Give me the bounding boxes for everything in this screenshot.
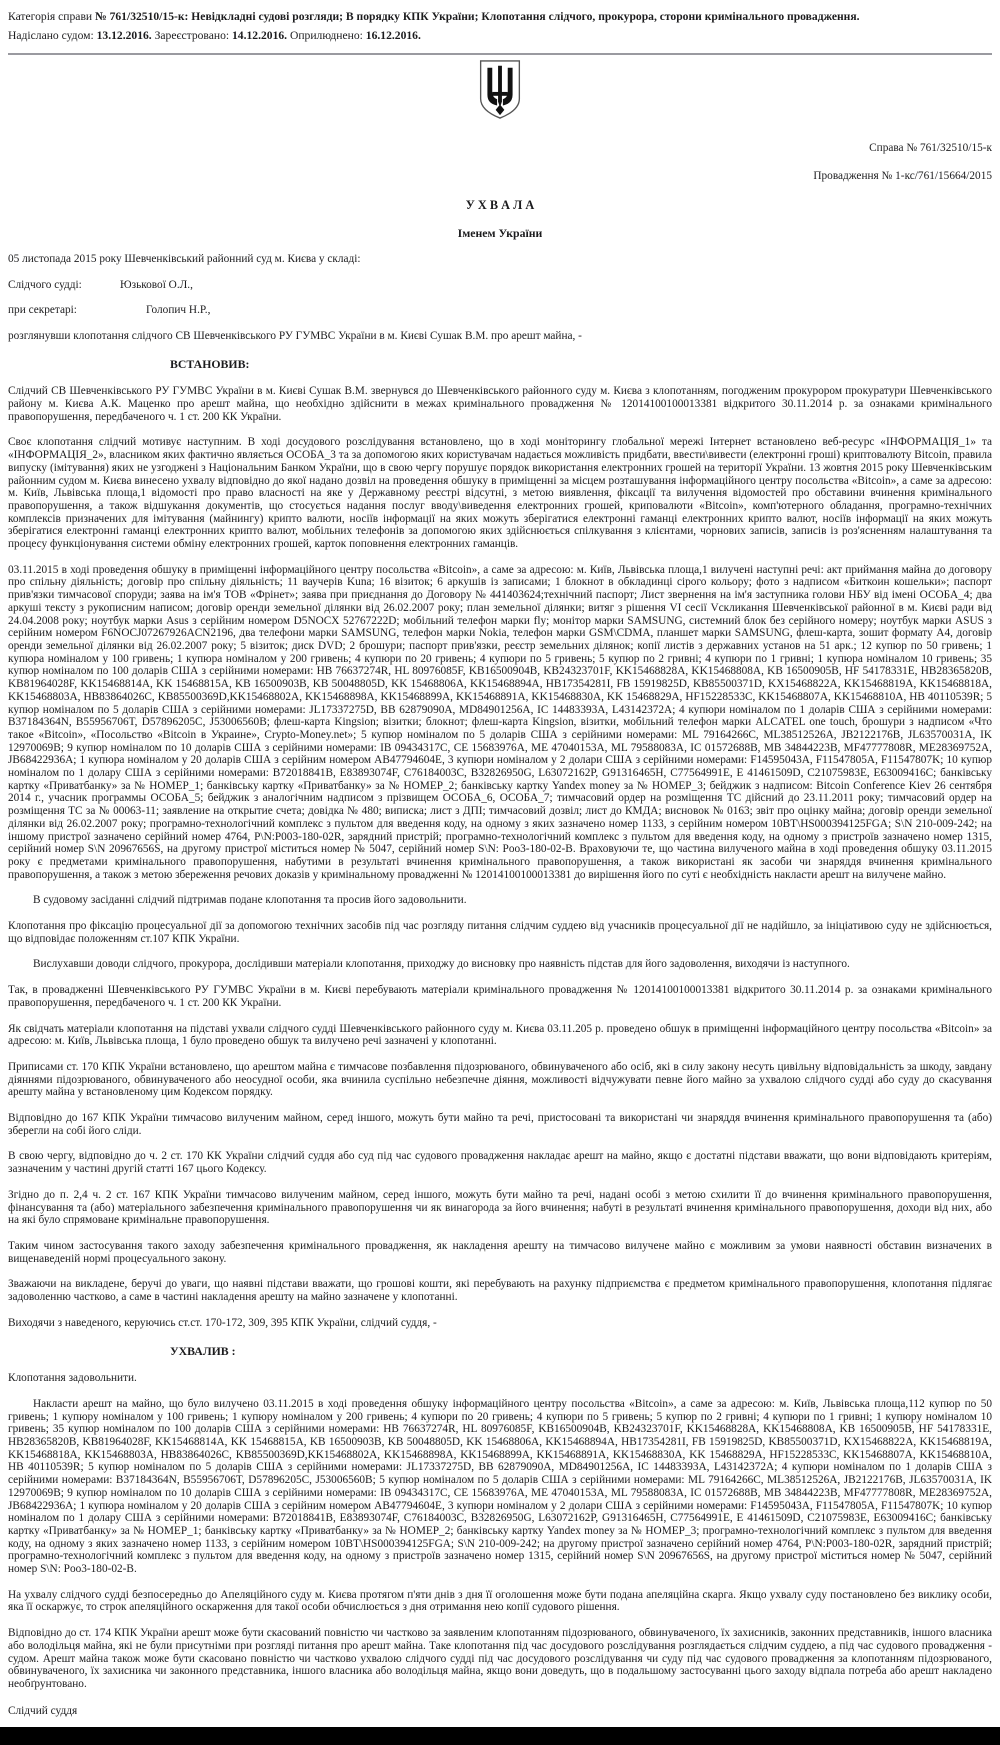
published-label: Оприлюднено: bbox=[287, 29, 366, 42]
paragraph: Своє клопотання слідчий мотивує наступним. В ході досудового розслідування встановлено, що в ході моніторингу глобальної мережі Інтернет встановлено веб-ресурс «ІНФОРМАЦІЯ_1» та «ІНФОРМАЦІЯ_2», власником яких фактично являється ОСОБА_3 та за допомогою яких користувачам надається можливість придбати, ввести\вивести (електронні гроші) криптовалюту Bitcoin, правила випуску (імітування) яких не узгоджені з Національним Банком України, що в свою чергу порушує порядок використання електронних грошей на території України. 13 жовтня 2015 року Шевченківським районним судом м. Києва винесено ухвалу відповідно до якої надано дозвіл на проведення обшуку в приміщенні за місцем розташування інформаційного центру посольства «Bitcoin», а саме за адресою: м. Київ, Львівська площа,1 відомості про право власності на яке у Державному реєстрі відсутні, з метою виявлення, фіксації та вилучення відомостей про обставини вчинення кримінального правопорушення, а також відшукання документів, що стосується надання послуг вводу\виведення електронних грошей, криповалюти «Bitcoin», комп'ютерного обладання, програмно-технічних комплексів призначених для імітування (майнингу) крипто валюти, носіїв інформації на яких можуть зберігатися електронні гаманці електронних крипто валют, носіїв інформації на яких можуть зберігатися електронні гаманці електронних крипто валют, мобільних телефонів за допомогою яких здійснюється спілкування з клієнтами, чорнових записів, записів із роз'ясненням налаштування та процесу функціонування системи обміну електронних грошей, карток поповнення електронних гаманців. bbox=[8, 436, 992, 551]
paragraph: Клопотання задовольнити. bbox=[8, 1372, 137, 1385]
paragraph: Відповідно до ст. 174 КПК України арешт може бути скасований повністю чи частково за заявленим клопотанням підозрюваного, обвинуваченого, їх захисників, законних представників, іншого власника або володільця майна, які не були присутніми при розгляді питання про арешт майна. Таке клопотання під час досудового розслідування розглядається слідчим суддею, а під час судового провадження - судом. Арешт майна також може бути скасовано повністю чи частково ухвалою слідчого судді під час досудового розслідування чи суду під час судового провадження за клопотанням підозрюваного, обвинуваченого, їх захисника чи законного представника, іншого власника або володільця майна, якщо вони доведуть, що в подальшому застосуванні цього заходу відпала потреба або арешт накладено необґрунтовано. bbox=[8, 1627, 992, 1690]
paragraph: На ухвалу слідчого судді безпосередньо до Апеляційного суду м. Києва протягом п'яти днів з дня її оголошення може бути подана апеляційна скарга. Якщо ухвалу суду постановлено без виклику особи, яка її оскаржує, то строк апеляційного оскарження для такої особи обчислюється з дня отримання нею копії судового рішення. bbox=[8, 1588, 992, 1614]
paragraph: В судовому засіданні слідчий підтримав подане клопотання та просив його задовольнити. bbox=[33, 894, 467, 907]
published-date: 16.12.2016. bbox=[365, 29, 421, 42]
paragraph: 03.11.2015 в ході проведення обшуку в приміщенні інформаційного центру посольства «Bitcoin», а саме за адресою: м. Київ, Львівська площа,1 вилучені наступні речі: акт приймання майна до договору про спільну діяльність; договір про спільну діяльність; 11 ваучерів Kuna; 16 візиток; 6 аркушів із записами; 1 блокнот в обкладинці сірого кольору; фото з надписом «Биткоин кошельки»; паспорт прив'язки тимчасової споруди; заява на ім'я ТОВ «Фрінет»; заява при приєднання до Договору № 441403624;технічний паспорт; Лист звернення на ім'я заступника голови НБУ від імені ОСОБА_4; два аркуші тексту з рукописним написом; договір оренди земельної ділянки від 26.02.2007 року; план земельної ділянки; витяг з рішення VI сесії Vскликання Шевченківської районної в м. Києві ради від 24.04.2008 року; ноутбук марки Asus з серійним номером D5NOCX 52767222D; мобільний телефон марки fly; монітор марки SAMSUNG, системний блок без серійного номеру; ноутбук марки ASUS з серійним номером F6NOCJ07267926ACN2196, два телефони марки SAMSUNG, телефон марки Nokia, телефон марки GSM\CDMA, планшет марки SAMSUNG, флеш-карта, зошит формату А4, договір оренди земельної ділянки від 26.02.2007 року; 5 візиток; диск DVD; 2 брошури; паспорт прив'язки, реєстр земельних ділянок; копії листів з державних установ на 51 арк.; 12 купюр по 50 гривень; 1 купюра номіналом у 100 гривень; 1 купюра номіналом у 200 гривень; 4 купюри по 20 гривень; 4 купюри по 5 гривень; 5 купюр по 2 гривні; 4 купюри по 1 гривні; 1 купюра номіналом 10 гривень; 35 купюр номіналом по 100 доларів США з серійними номерами: HB 76637274R, HL 80976085F, KB16500904B, KB24323701F, KK15468828A, KK15468808A, KB 16500905B, HF 54178331E, HB28365820B, KB81964028F, KK15468814A, KK 15468815A, KB 16500903B, KB 50048805D, KK 15468806A, KK15468894A, HB17354281I, FB 15919825D, KB85500371D, KX15468822A, KK15468819A, KK15468818A, KK15468803A, HB83864026C, KB85500369D,KK15468802A, KK15468898A, KK15468899A, KK15468891A, KK15468830A, KK 15468829A, HF15228533C, KK15468807A, KK15468810A, HB 40110539R; 5 купюр номіналом по 5 доларів США з серійними номерами: JL17337275D, BB 62879090A, MD84901256A, IC 14483393A, L43142372A; 4 купюри номіналом по 1 доларів США з серійними номерами: B37184364N, B55956706T, D57896205C, J53006560B; флеш-карта Kingsion; візитки; блокнот; флеш-карта Kingsion, візитки, мобільний телефон марки ALCATEL one touch, брошури з надписом «Что такое «Bitcoin», «Посольство «Bitcoin в Украине», Crypto-Money.net»; 5 купюр номіналом по 5 доларів США з серійними номерами: ML 79164266C, ML38512526A, JB2122176B, JL63570031A, IK 12970069B; 9 купюр номіналом по 10 доларів США з серійними номерами: IB 09434317C, CE 15683976A, ME 47040153A, ML 79588083A, IC 01572688B, MB 34844223B, MF47777808R, ME28369752A, JB68422936A; 1 купюра номіналом у 20 доларів США з серійним номером AB47794604E, 3 купюри номіналом у 2 долари США з серійними номерами: F14595043A, F11547805A, F11547807K; 10 купюр номіналом по 1 долару США з серійними номерами: B72018841B, E83893074F, C76184003C, B32826950G, L63072162P, G91316465H, C77564991E, E 41461509D, C21075983E, E63009416C; банківську картку «Приватбанку» за № НОМЕР_1; банківську картку «Приватбанку» за № НОМЕР_2; банківську картку Yandex money за № НОМЕР_3; бейджик з надписом: Bitcoin Conference Kiev 26 сентября 2014 г., учасник программы ОСОБА_5; бейджик з аналогічним надписом з прізвищем ОСОБА_6, ОСОБА_7; тимчасовий ордер на розміщення ТС дійсний до 23.11.2011 року; тимчасовий ордер на розміщення ТС за № 00063-11; заявление на открытие счета; довідка № 480; виписка; лист з ДПІ; тимчасовий дозвіл; лист до КМДА; висновок № 0163; звіт про оцінку майна; договір оренди земельної ділянки від 26.02.2007 року; програмно-технологічний комплекс з пультом для введення коду, на одному з яких зазначено номер 1133, з серійним номером 10BT\HS000394125FGA; S\N 210-009-242; на іншому пристрої зазначено серійний номер 4764, P\N:P003-180-02R, зарядний пристрій; програмно-технологічний комплекс з пультом для введення коду, на одному з пристроїв зазначено номер 1315, серійний номер S\N 20967656S, на другому пристрої міститься номер № 5047, серійний номер S\N: Poo3-180-02-B. Враховуючи те, що частина вилученого майна в ході проведення обшуку 03.11.2015 року є предметами кримінального правопорушення, набутими в результаті вчинення кримінального правопорушення, а також використані як засоби чи знаряддя вчинення кримінального правопорушення, а також з метою збереження речових доказів у кримінальному провадженні № 12014100100013381 до вирішення його по суті є необхідність накласти арешт на вилучене майно. bbox=[8, 563, 992, 881]
judge-line bbox=[8, 279, 992, 292]
paragraph: В свою чергу, відповідно до ч. 2 ст. 170 КК України слідчий суддя або суд під час судового провадження накладає арешт на майно, якщо є достатні підстави вважати, що вони відповідають критеріям, зазначеним у частині другій статті 167 цього Кодексу. bbox=[8, 1150, 992, 1176]
document-dates-line bbox=[8, 27, 992, 44]
paragraph: Зважаючи на викладене, беручі до уваги, що наявні підстави вважати, що грошові кошти, які перебувають на рахунку підприємства є предметом кримінального правопорушення, клопотання підлягає задоволенню частково, а саме в частині накладення арешту на майно зазначене у клопотанні. bbox=[8, 1278, 992, 1304]
sent-date: 13.12.2016. bbox=[96, 29, 152, 42]
paragraph: Як свідчать матеріали клопотання на підставі ухвали слідчого судді Шевченківського районного суду м. Києва 03.11.205 р. проведено обшук в приміщенні інформаційного центру посольства «Bitcoin» за адресою: м. Київ, Львівська площа, 1 було проведено обшук та вилучено речі зазначені у клопотанні. bbox=[8, 1022, 992, 1048]
paragraph: Вислухавши доводи слідчого, прокурора, дослідивши матеріали клопотання, приходжу до висновку про наявність підстав для його задоволення, виходячи із наступного. bbox=[33, 958, 850, 971]
emblem-container bbox=[8, 60, 992, 122]
established-heading: ВСТАНОВИВ: bbox=[170, 356, 250, 371]
secretary-line bbox=[8, 304, 992, 317]
registered-date: 14.12.2016. bbox=[232, 29, 288, 42]
paragraph: Так, в провадженні Шевченківського РУ ГУМВС України в м. Києві перебувають матеріали кримінального провадження № 12014100100013381 відкритого 30.11.2014 р. за ознаками кримінального правопорушення, передбаченого ч. 1 ст. 200 КК України. bbox=[8, 984, 992, 1009]
secretary-label: при секретарі: bbox=[8, 304, 77, 317]
preamble-intro: 05 листопада 2015 року Шевченківський районний суд м. Києва у складі: bbox=[8, 252, 361, 265]
header-divider bbox=[8, 53, 992, 55]
paragraph: Слідчий СВ Шевченківського РУ ГУМВС України в м. Києві Сушак В.М. звернувся до Шевченківського районного суду м. Києва з клопотанням, погодженим прокурором прокуратури Шевченківського району м. Києва А.К. Маценко про арешт майна, що необхідно здійснити в межах кримінального провадження № 12014100100013381 відкритого 30.11.2014 р. за ознаками кримінального правопорушення, передбаченого ч. 1 ст. 200 КК України. bbox=[8, 385, 992, 423]
paragraph: Відповідно до 167 КПК України тимчасово вилученим майном, серед іншого, можуть бути майно та речі, пристосовані та використані чи знаряддя вчинення кримінального правопорушення та (або) зберегли на собі його сліди. bbox=[8, 1112, 992, 1137]
category-label: Категорія справи bbox=[8, 10, 96, 23]
paragraph: Виходячи з наведеного, керуючись ст.ст. 170-172, 309, 395 КПК України, слідчий суддя, - bbox=[8, 1316, 437, 1329]
document-subtitle: Іменем України bbox=[457, 226, 543, 241]
document-title: У Х В А Л А bbox=[465, 198, 535, 213]
ukraine-coat-of-arms-icon bbox=[478, 60, 522, 120]
paragraph: Приписами ст. 170 КПК України встановлено, що арештом майна є тимчасове позбавлення підозрюваного, обвинуваченого або осіб, які в силу закону несуть цивільну відповідальність за шкоду, завдану діяннями підозрюваного, обвинуваченого або неосудної особи, яка вчинила суспільно небезпечне діяння, можливості відчужувати певне його майно за ухвалою слідчого судді або суду до скасування арешту майна у встановленому цим Кодексом порядку. bbox=[8, 1060, 992, 1099]
case-number: Справа № 761/32510/15-к bbox=[869, 142, 992, 154]
judge-signature-line: Слідчий суддя bbox=[8, 1704, 78, 1717]
paragraph: Згідно до п. 2,4 ч. 2 ст. 167 КПК України тимчасово вилученим майном, серед іншого, можуть бути майно та речі, надані особі з метою схилити її до вчинення кримінального правопорушення, фінансування та (або) матеріального забезпечення кримінального правопорушення чи як винагорода за його вчинення; набуті в результаті вчинення кримінального правопорушення, доходи від них, або на які було спрямоване кримінальне правопорушення. bbox=[8, 1188, 992, 1227]
category-value: № 761/32510/15-к: Невідкладні судові розгляди; В порядку КПК України; Клопотання слідчого, прокурора, сторони кримінального провадження. bbox=[95, 10, 860, 23]
paragraph: Накласти арешт на майно, що було вилучено 03.11.2015 в ході проведення обшуку інформаційного центру посольства «Bitcoin», а саме за адресою: м. Київ, Львівська площа,112 купюр по 50 гривень; 1 купюру номіналом у 100 гривень; 1 купюру номіналом у 200 гривень; 4 купюри по 20 гривень; 4 купюри по 5 гривень; 5 купюр по 2 гривні; 4 купюри по 1 гривні; 1 купюру номіналом 10 гривень; 35 купюр номіналом по 100 доларів США з серійними номерами: HB 76637274R, HL 80976085F, KB16500904B, KB24323701F, KK15468828A, KK15468808A, KB 16500905B, HF 54178331E, HB28365820B, KB81964028F, KK15468814A, KK 15468815A, KB 16500903B, KB 50048805D, KK 15468806A, KK15468894A, HB17354281I, FB 15919825D, KB85500371D, KX15468822A, KK15468819A, KK15468818A, KK15468803A, HB83864026C, KB85500369D,KK15468802A, KK15468898A, KK15468899A, KK15468891A, KK15468830A, KK 15468829A, HF15228533C, KK15468807A, KK15468810A, HB 40110539R; 5 купюр номіналом по 5 доларів США з серійними номерами: JL17337275D, BB 62879090A, MD84901256A, IC 14483393A, L43142372A; 4 купюри номіналом по 1 доларів США з серійними номерами: B37184364N, B55956706T, D57896205C, J53006560B; 5 купюр номіналом по 5 доларів США з серійними номерами: ML 79164266C, ML38512526A, JB2122176B, JL63570031A, IK 12970069B; 9 купюр номіналом по 10 доларів США з серійними номерами: IB 09434317C, CE 15683976A, ME 47040153A, ML 79588083A, IC 01572688B, MB 34844223B, MF47777808R, ME28369752A, JB68422936A; 1 купюра номіналом у 20 доларів США з серійним номером AB47794604E, 3 купюри номіналом у 2 долари США з серійними номерами: F14595043A, F11547805A, F11547807K; 10 купюр номіналом по 1 долару США з серійними номерами: B72018841B, E83893074F, C76184003C, B32826950G, L63072162P, G91316465H, C77564991E, E 41461509D, C21075983E, E63009416C; банківську картку «Приватбанку» за № НОМЕР_1; банківську картку «Приватбанку» за № НОМЕР_2; банківську картку Yandex money за № НОМЕР_3; програмно-технологічний комплекс з пультом для введення коду, на одному з яких зазначено номер 1133, з серійним номером 10BT\HS000394125FGA; S\N 210-009-242; на другому пристрої зазначено серійний номер 4764, P\N:P003-180-02R, зарядний пристрій; програмно-технологічний комплекс з пультом для введення коду, на одному з пристроїв зазначено номер 1315, серійний номер S\N 20967656S, на другому пристрої міститься номер № 5047, серійний номер S\N: Poo3-180-02-B. bbox=[8, 1397, 992, 1576]
paragraph: Клопотання про фіксацію процесуальної дії за допомогою технічних засобів під час розгляду питання слідчим суддею від учасників процесуальної дії не надійшло, за ініціативою суду не здійснюється, що відповідає положенням ст.107 КПК України. bbox=[8, 920, 992, 945]
judge-label: Слідчого судді: bbox=[8, 278, 82, 291]
sent-label: Надіслано судом: bbox=[8, 29, 97, 42]
judge-name: Юзькової О.Л., bbox=[120, 278, 193, 291]
registered-label: Зареєстровано: bbox=[151, 29, 232, 42]
ruled-heading: УХВАЛИВ : bbox=[170, 1343, 236, 1358]
proceeding-number: Провадження № 1-кс/761/15664/2015 bbox=[813, 169, 992, 182]
secretary-name: Голопич Н.Р., bbox=[146, 304, 211, 317]
paragraph: Таким чином застосування такого заходу забезпечення кримінального провадження, як накладення арешту на тимчасово вилучене майно є можливим за умови наявності обставин визначених в вищенаведеній нормі процесуального закону. bbox=[8, 1240, 992, 1265]
preamble-reviewed: розглянувши клопотання слідчого СВ Шевченківського РУ ГУМВС України в м. Києві Сушак В.М. про арешт майна, - bbox=[8, 329, 582, 342]
bottom-black-bar bbox=[0, 1727, 1000, 1745]
document-category-line bbox=[8, 8, 992, 25]
